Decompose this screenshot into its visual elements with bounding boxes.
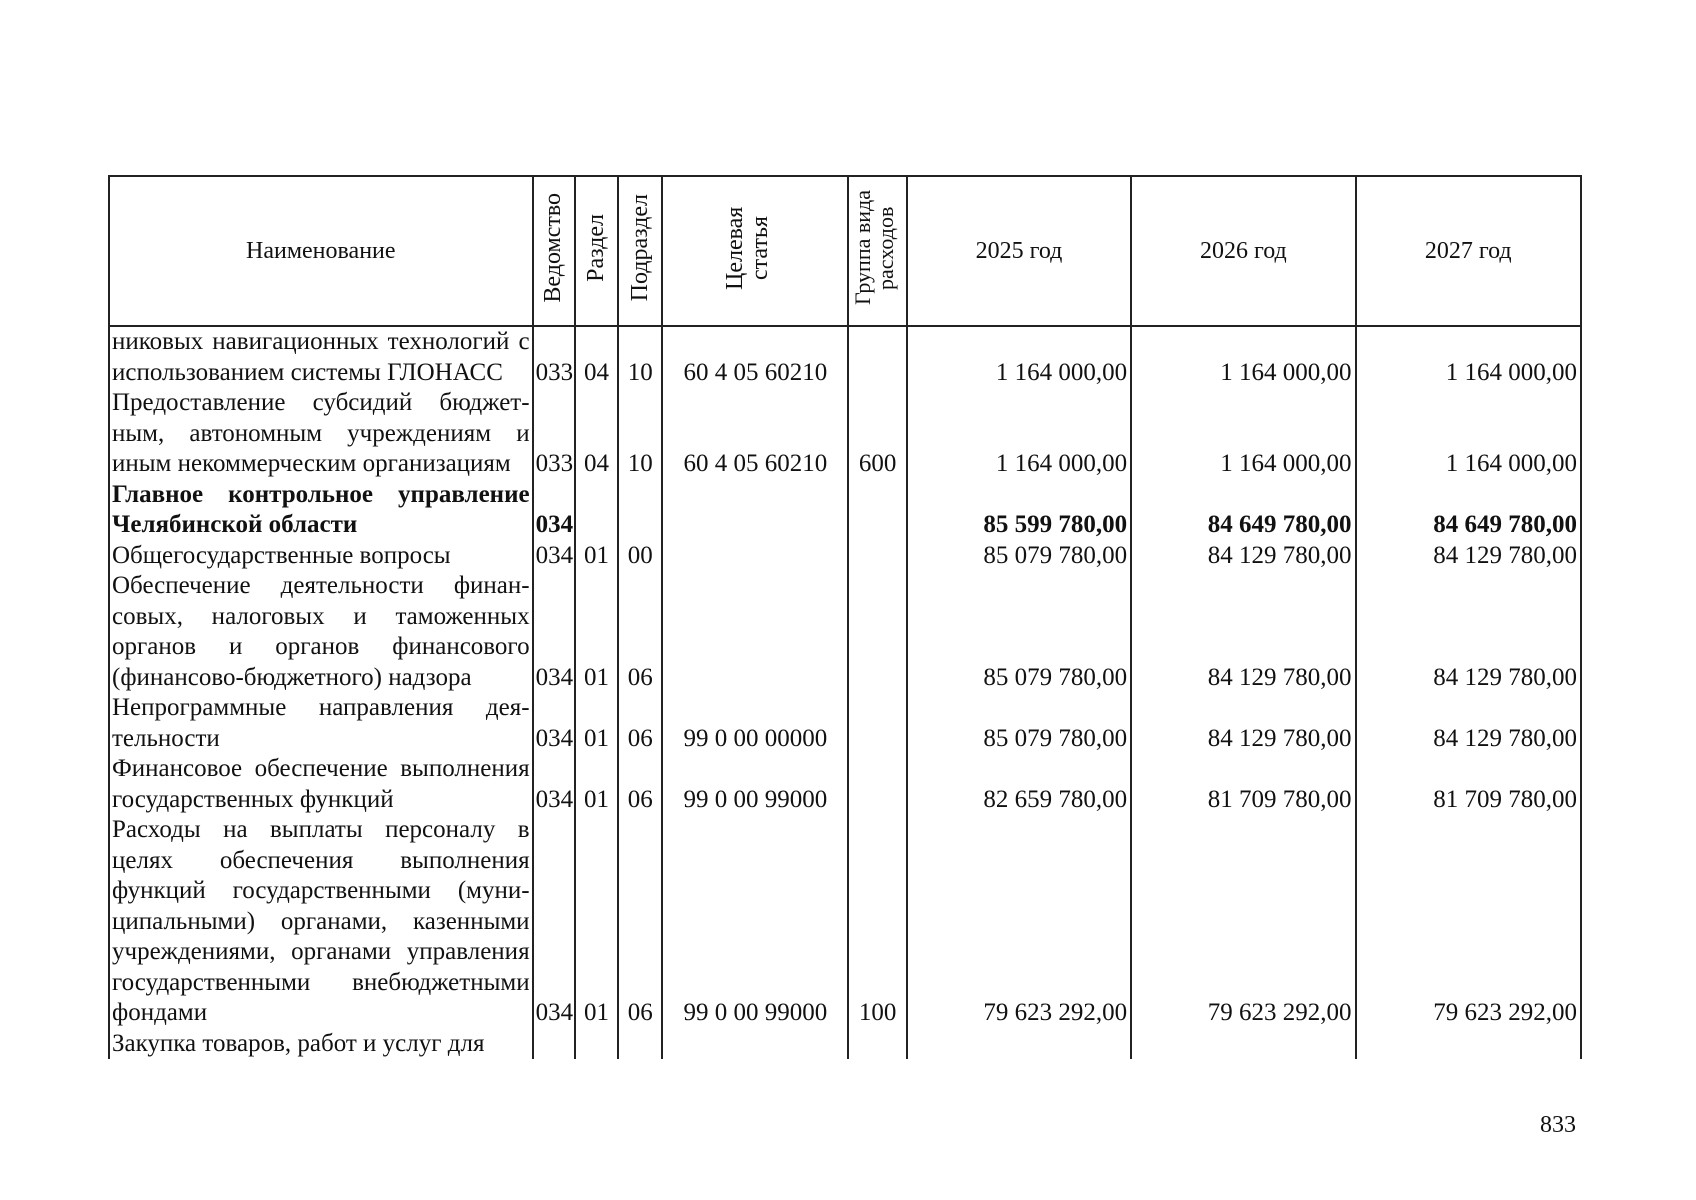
cell-gruppa: [848, 480, 906, 541]
cell-name: Предоставление субсидий бюджетным, автономным учреждениям и иным некоммерческим организациям: [109, 388, 533, 480]
cell-podrazdel: 06: [618, 571, 662, 693]
cell-razdel: 01: [575, 693, 618, 754]
cell-y2027: 84 129 780,00: [1356, 541, 1581, 572]
header-2027: 2027 год: [1356, 176, 1581, 326]
table-row: [109, 693, 1581, 754]
cell-ved: 033: [533, 388, 575, 480]
cell-y2026: 81 709 780,00: [1131, 754, 1355, 815]
cell-y2026: 1 164 000,00: [1131, 388, 1355, 480]
cell-celevaya: 99 0 00 99000: [662, 754, 848, 815]
cell-y2026: 84 129 780,00: [1131, 693, 1355, 754]
cell-ved: 034: [533, 754, 575, 815]
cell-celevaya: 99 0 00 99000: [662, 815, 848, 1029]
cell-podrazdel: 06: [618, 754, 662, 815]
header-ved: Ведомство: [533, 176, 575, 326]
cell-ved: 033: [533, 326, 575, 388]
cell-y2027: 84 649 780,00: [1356, 480, 1581, 541]
header-celevaya: Целевая статья: [662, 176, 848, 326]
cell-y2025: 85 599 780,00: [907, 480, 1131, 541]
cell-ved: 034: [533, 480, 575, 541]
cell-y2025: 85 079 780,00: [907, 571, 1131, 693]
cell-y2027: 1 164 000,00: [1356, 388, 1581, 480]
cell-y2025: 1 164 000,00: [907, 388, 1131, 480]
cell-y2027: 81 709 780,00: [1356, 754, 1581, 815]
cell-ved: [533, 1029, 575, 1060]
cell-razdel: [575, 1029, 618, 1060]
cell-y2025: 85 079 780,00: [907, 693, 1131, 754]
cell-gruppa: 600: [848, 388, 906, 480]
cell-name: Общегосударственные вопросы: [109, 541, 533, 572]
cell-y2025: [907, 1029, 1131, 1060]
cell-razdel: 01: [575, 815, 618, 1029]
header-2026: 2026 год: [1131, 176, 1355, 326]
cell-name: Непрограммные направления деятельности: [109, 693, 533, 754]
cell-ved: 034: [533, 541, 575, 572]
cell-podrazdel: [618, 1029, 662, 1060]
cell-y2026: 84 129 780,00: [1131, 541, 1355, 572]
cell-y2027: 79 623 292,00: [1356, 815, 1581, 1029]
header-2025: 2025 год: [907, 176, 1131, 326]
header-name: Наименование: [109, 176, 533, 326]
header-gruppa: Группа вида расходов: [848, 176, 906, 326]
page-number: 833: [1540, 1112, 1576, 1138]
cell-ved: 034: [533, 815, 575, 1029]
cell-podrazdel: 06: [618, 693, 662, 754]
cell-podrazdel: 10: [618, 326, 662, 388]
table-row: [109, 326, 1581, 388]
cell-gruppa: [848, 1029, 906, 1060]
cell-celevaya: [662, 571, 848, 693]
cell-y2027: 84 129 780,00: [1356, 693, 1581, 754]
cell-y2026: [1131, 1029, 1355, 1060]
table-row: [109, 754, 1581, 815]
cell-y2026: 79 623 292,00: [1131, 815, 1355, 1029]
cell-name: никовых навигационных технологий с использованием системы ГЛОНАСС: [109, 326, 533, 388]
table-row: [109, 388, 1581, 480]
table-row: [109, 571, 1581, 693]
cell-celevaya: [662, 1029, 848, 1060]
cell-gruppa: 100: [848, 815, 906, 1029]
cell-ved: 034: [533, 693, 575, 754]
cell-y2026: 1 164 000,00: [1131, 326, 1355, 388]
cell-y2026: 84 649 780,00: [1131, 480, 1355, 541]
cell-gruppa: [848, 541, 906, 572]
cell-celevaya: [662, 480, 848, 541]
cell-y2027: 84 129 780,00: [1356, 571, 1581, 693]
cell-gruppa: [848, 693, 906, 754]
cell-y2025: 82 659 780,00: [907, 754, 1131, 815]
cell-y2027: 1 164 000,00: [1356, 326, 1581, 388]
cell-razdel: 04: [575, 326, 618, 388]
cell-celevaya: 99 0 00 00000: [662, 693, 848, 754]
cell-razdel: 01: [575, 541, 618, 572]
cell-gruppa: [848, 571, 906, 693]
cell-celevaya: 60 4 05 60210: [662, 388, 848, 480]
cell-razdel: 01: [575, 754, 618, 815]
table-row: [109, 1029, 1581, 1060]
header-podrazdel: Подраздел: [618, 176, 662, 326]
cell-podrazdel: [618, 480, 662, 541]
cell-podrazdel: 06: [618, 815, 662, 1029]
cell-y2027: [1356, 1029, 1581, 1060]
cell-podrazdel: 10: [618, 388, 662, 480]
cell-celevaya: [662, 541, 848, 572]
cell-y2026: 84 129 780,00: [1131, 571, 1355, 693]
budget-table: [108, 175, 1582, 1059]
table-row: [109, 541, 1581, 572]
table-row: [109, 480, 1581, 541]
cell-razdel: 04: [575, 388, 618, 480]
cell-gruppa: [848, 754, 906, 815]
cell-ved: 034: [533, 571, 575, 693]
header-razdel: Раздел: [575, 176, 618, 326]
cell-y2025: 79 623 292,00: [907, 815, 1131, 1029]
cell-celevaya: 60 4 05 60210: [662, 326, 848, 388]
cell-name: Закупка товаров, работ и услуг для: [109, 1029, 533, 1060]
table-body: [109, 326, 1581, 1059]
cell-podrazdel: 00: [618, 541, 662, 572]
cell-razdel: 01: [575, 571, 618, 693]
table-header: [109, 176, 1581, 326]
cell-name: Финансовое обеспечение выполнения государственных функций: [109, 754, 533, 815]
cell-gruppa: [848, 326, 906, 388]
cell-razdel: [575, 480, 618, 541]
table-row: [109, 815, 1581, 1029]
cell-name: Обеспечение деятельности финансовых, налоговых и таможенных органов и органов финансового (финансово-бюджетного) надзора: [109, 571, 533, 693]
cell-y2025: 1 164 000,00: [907, 326, 1131, 388]
cell-name: Главное контрольное управление Челябинской области: [109, 480, 533, 541]
cell-y2025: 85 079 780,00: [907, 541, 1131, 572]
cell-name: Расходы на выплаты персоналу в целях обеспечения выполнения функций государственными (муниципальными) органами, казенными учреждениями, органами управления государственными внебюджетными фондами: [109, 815, 533, 1029]
